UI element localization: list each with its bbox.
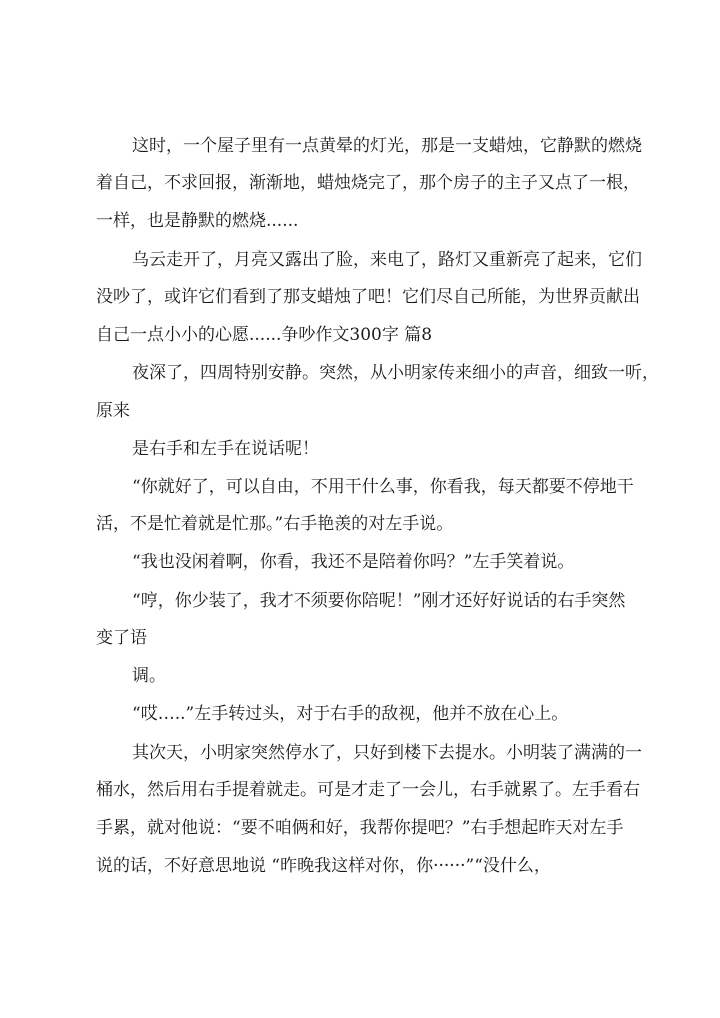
text-line: 手累，就对他说：“要不咱俩和好，我帮你提吧？”右手想起昨天对左手 [96,818,624,838]
text-line: 其次天，小明家突然停水了，只好到楼下去提水。小明装了满满的一 [132,743,642,763]
text-line: 是右手和左手在说话呢！ [132,439,319,459]
text-line: 乌云走开了，月亮又露出了脸，来电了，路灯又重新亮了起来，它们 [132,250,642,270]
text-line: 原来 [96,401,130,421]
text-line: 调。 [132,666,166,686]
text-line: “你就好了，可以自由，不用干什么事，你看我，每天都要不停地干 [132,477,634,497]
text-line: 自己一点小小的心愿......争吵作文300字 篇8 [96,325,433,345]
text-line: “哼，你少装了，我才不须要你陪呢！”刚才还好好说话的右手突然 [132,591,626,611]
text-line: 桶水，然后用右手提着就走。可是才走了一会儿，右手就累了。左手看右 [96,780,640,800]
text-line: “哎…..”左手转过头，对于右手的敌视，他并不放在心上。 [132,704,569,724]
text-line: 说的话，不好意思地说 “昨晚我这样对你，你······”“没什么， [96,856,551,876]
text-line: 这时，一个屋子里有一点黄晕的灯光，那是一支蜡烛，它静默的燃烧 [132,136,642,156]
text-line: 一样，也是静默的燃烧...... [96,211,299,231]
text-line: “我也没闲着啊，你看，我还不是陪着你吗？”左手笑着说。 [132,552,575,572]
text-line: 变了语 [96,628,147,648]
text-line: 没吵了，或许它们看到了那支蜡烛了吧！它们尽自己所能，为世界贡献出 [96,287,640,307]
text-line: 活，不是忙着就是忙那。”右手艳羡的对左手说。 [96,514,454,534]
text-line: 夜深了，四周特别安静。突然，从小明家传来细小的声音，细致一听， [132,363,659,383]
text-line: 着自己，不求回报，渐渐地，蜡烛烧完了，那个房子的主子又点了一根， [96,173,640,193]
